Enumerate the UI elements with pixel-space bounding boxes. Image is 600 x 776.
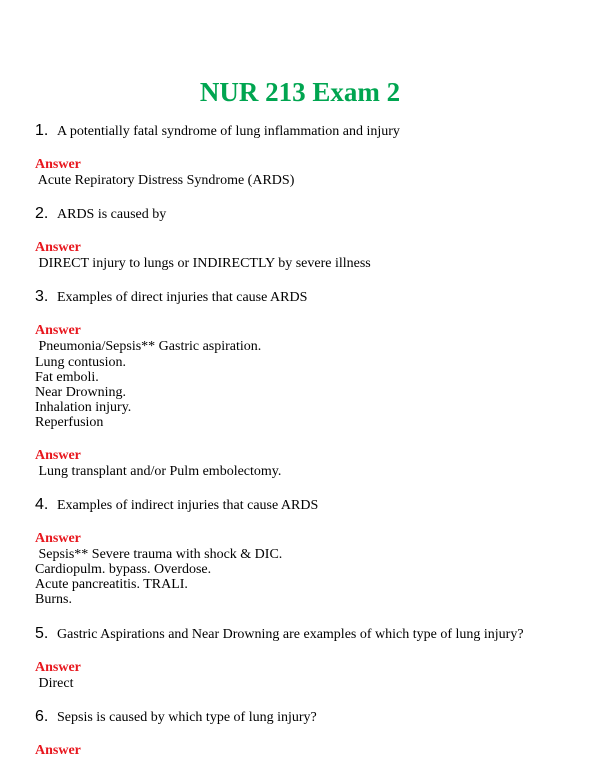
answer-line: Pneumonia/Sepsis** Gastric aspiration.	[35, 339, 262, 355]
question-1	[35, 122, 575, 141]
question-number: 3.	[35, 288, 49, 306]
answer-line: Lung contusion.	[35, 354, 126, 370]
question-number: 5.	[35, 624, 49, 642]
question-3	[35, 288, 575, 307]
answer-label: Answer	[35, 659, 81, 675]
answer-label: Answer	[35, 157, 81, 172]
answer-line: Lung transplant and/or Pulm embolectomy.	[35, 463, 282, 479]
question-text: Examples of direct injuries that cause ARDS	[57, 290, 308, 306]
question-text: ARDS is caused by	[57, 207, 167, 223]
question-5	[35, 625, 575, 644]
answer-line: Direct	[35, 675, 74, 691]
answer-line: Acute Repiratory Distress Syndrome (ARDS)	[35, 173, 295, 188]
question-number: 4.	[35, 495, 49, 513]
answer-line: Reperfusion	[35, 415, 104, 431]
answer-line: Cardiopulm. bypass. Overdose.	[35, 562, 212, 578]
question-number: 1.	[35, 122, 49, 139]
question-4	[35, 496, 575, 515]
answer-line: Near Drowning.	[35, 385, 126, 401]
question-6	[35, 708, 575, 727]
answer-line: Sepsis** Severe trauma with shock & DIC.	[35, 546, 283, 562]
question-number: 2.	[35, 205, 49, 223]
answer-line: Fat emboli.	[35, 369, 99, 385]
page-title: NUR 213 Exam 2	[199, 77, 401, 107]
answer-label: Answer	[35, 530, 81, 546]
question-number: 6.	[35, 707, 49, 725]
answer-line: DIRECT injury to lungs or INDIRECTLY by severe illness	[35, 256, 371, 272]
answer-label: Answer	[35, 240, 81, 256]
answer-line: Acute pancreatitis. TRALI.	[35, 577, 188, 593]
question-list	[35, 122, 575, 759]
question-text: Gastric Aspirations and Near Drowning are examples of which type of lung injury?	[57, 626, 524, 642]
question-text: Sepsis is caused by which type of lung injury?	[57, 709, 317, 725]
answer-label: Answer	[35, 323, 81, 339]
answer-line: Inhalation injury.	[35, 400, 132, 416]
answer-label: Answer	[35, 447, 81, 463]
question-text: A potentially fatal syndrome of lung inflammation and injury	[57, 124, 400, 139]
answer-line: Burns.	[35, 592, 72, 608]
question-text: Examples of indirect injuries that cause ARDS	[57, 497, 319, 513]
answer-label: Answer	[35, 742, 81, 758]
question-2	[35, 205, 575, 224]
